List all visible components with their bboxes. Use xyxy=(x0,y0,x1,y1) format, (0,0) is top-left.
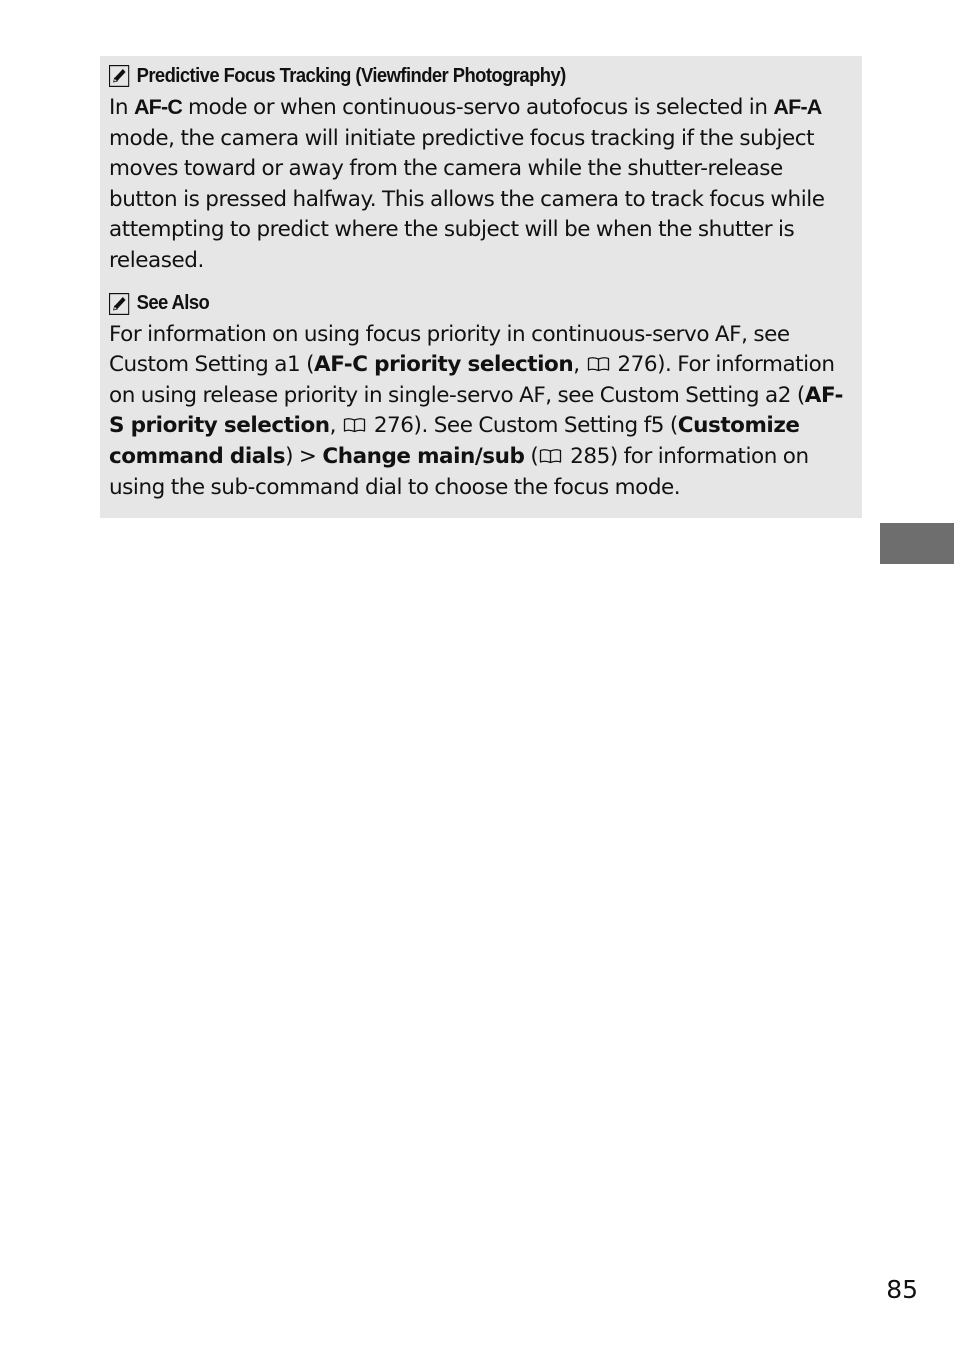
note-predictive-focus-tracking xyxy=(109,60,852,277)
text-run: mode or when continuous-servo autofocus is selected in xyxy=(182,95,774,120)
text-run: ) > xyxy=(285,443,323,469)
page-number: 85 xyxy=(886,1275,918,1304)
menu-item-reference[interactable]: AF-C priority selection xyxy=(314,352,574,378)
menu-item-reference[interactable]: AF-S priority selection xyxy=(109,382,844,439)
text-run: , xyxy=(573,352,586,378)
pencil-icon xyxy=(109,65,129,87)
text-run: For information on using focus priority in continuous-servo AF, see Custom Setting a1 ( xyxy=(109,321,790,378)
note-box xyxy=(100,56,862,518)
menu-item-reference[interactable]: Change main/sub xyxy=(322,443,525,469)
chapter-side-tab xyxy=(880,523,954,564)
text-run: In xyxy=(109,95,134,120)
text-run: mode, the camera will initiate predictive focus tracking if the subject moves toward or away from the camera while the shutter-release button is pressed halfway. This allows the camera to track focus while attempting to predict where the subject will be when the shutter is released. xyxy=(109,125,825,273)
page-reference: 276). See Custom Setting f5 ( xyxy=(367,413,678,439)
pencil-icon xyxy=(109,293,129,315)
mode-name: AF-A xyxy=(773,95,822,119)
menu-item-reference[interactable]: Customize command dials xyxy=(109,413,800,469)
page-reference: 285) for information on using the sub-command dial to choose the focus mode. xyxy=(109,443,809,500)
note-heading-text: Predictive Focus Tracking (Viewfinder Photography) xyxy=(136,64,566,87)
page-reference: 276). For information on using release priority in single-servo AF, see Custom Setting a2 ( xyxy=(109,352,835,408)
book-icon xyxy=(587,356,610,372)
book-icon xyxy=(343,417,366,433)
mode-name: AF-C xyxy=(133,95,183,119)
note-see-also xyxy=(109,288,852,504)
note-heading xyxy=(109,60,793,92)
text-run: ( xyxy=(524,443,539,469)
note-heading-text: See Also xyxy=(136,292,210,315)
note-heading xyxy=(109,288,793,320)
book-icon xyxy=(539,448,562,464)
text-run: , xyxy=(329,413,342,439)
note-body xyxy=(109,320,855,504)
note-body xyxy=(109,92,855,277)
